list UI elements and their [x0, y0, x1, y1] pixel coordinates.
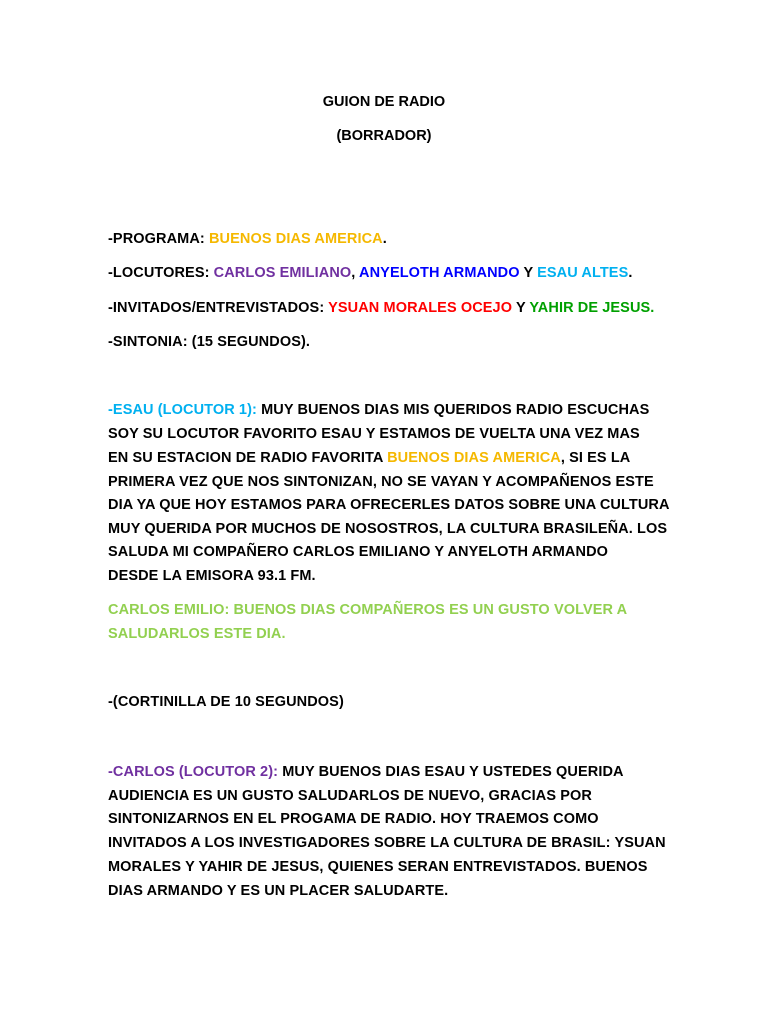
programa-value: BUENOS DIAS AMERICA: [208, 231, 383, 247]
cortinilla-line: -(CORTINILLA DE 10 SEGUNDOS): [108, 694, 344, 710]
carlos-line-6: DIAS ARMANDO Y ES UN PLACER SALUDARTE.: [108, 883, 449, 899]
invitado-ysuan: YSUAN MORALES OCEJO: [328, 300, 513, 316]
carlos-line-5: MORALES Y YAHIR DE JESUS, QUIENES SERAN ENTREVISTADOS. BUENOS: [108, 859, 648, 875]
programa-line: [108, 231, 387, 247]
esau-line-8: DESDE LA EMISORA 93.1 FM.: [108, 568, 316, 584]
esau-line-6: MUY QUERIDA POR MUCHOS DE NOSOSTROS, LA CULTURA BRASILEÑA. LOS: [108, 521, 668, 537]
separator-comma: ,: [351, 265, 360, 281]
separator-y-invitados: Y: [512, 300, 530, 316]
esau-line-1: [108, 402, 649, 418]
esau-line-2: SOY SU LOCUTOR FAVORITO ESAU Y ESTAMOS DE VUELTA UNA VEZ MAS: [108, 426, 640, 442]
esau-speaker: -ESAU (LOCUTOR 1):: [108, 402, 257, 418]
carlos-emilio-line-1: CARLOS EMILIO: BUENOS DIAS COMPAÑEROS ES UN GUSTO VOLVER A: [108, 602, 628, 618]
sintonia-line: -SINTONIA: (15 SEGUNDOS).: [108, 334, 311, 350]
invitado-yahir: YAHIR DE JESUS.: [529, 300, 655, 316]
invitados-label: -INVITADOS/ENTREVISTADOS:: [108, 300, 329, 316]
esau-line-4: PRIMERA VEZ QUE NOS SINTONIZAN, NO SE VAYAN Y ACOMPAÑENOS ESTE: [108, 474, 654, 490]
esau-line-5: DIA YA QUE HOY ESTAMOS PARA OFRECERLES DATOS SOBRE UNA CULTURA: [108, 497, 670, 513]
esau-text-3c: , SI ES LA: [560, 450, 631, 466]
carlos-line-1: [108, 764, 624, 780]
carlos-text-1: MUY BUENOS DIAS ESAU Y USTEDES QUERIDA: [278, 764, 624, 780]
locutores-end: .: [628, 265, 633, 281]
esau-text-3a: EN SU ESTACION DE RADIO FAVORITA: [108, 450, 388, 466]
document-subtitle: (BORRADOR): [336, 128, 432, 144]
carlos-emilio-line-2: SALUDARLOS ESTE DIA.: [108, 626, 286, 642]
programa-end: .: [382, 231, 387, 247]
locutor-anyeloth: ANYELOTH ARMANDO: [359, 265, 520, 281]
separator-y: Y: [519, 265, 538, 281]
locutor-esau: ESAU ALTES: [537, 265, 629, 281]
esau-program-name: BUENOS DIAS AMERICA: [387, 450, 561, 466]
locutores-label: -LOCUTORES:: [108, 265, 214, 281]
locutores-line: [108, 265, 632, 281]
programa-label: -PROGRAMA:: [108, 231, 209, 247]
document-title: GUION DE RADIO: [322, 94, 446, 110]
esau-text-1: MUY BUENOS DIAS MIS QUERIDOS RADIO ESCUCHAS: [256, 402, 650, 418]
invitados-line: [108, 300, 654, 316]
carlos-line-2: AUDIENCIA ES UN GUSTO SALUDARLOS DE NUEVO, GRACIAS POR: [108, 788, 592, 804]
locutor-carlos: CARLOS EMILIANO: [213, 265, 352, 281]
carlos-speaker: -CARLOS (LOCUTOR 2):: [108, 764, 279, 780]
carlos-line-3: SINTONIZARNOS EN EL PROGAMA DE RADIO. HOY TRAEMOS COMO: [108, 811, 599, 827]
esau-line-3: [108, 450, 630, 466]
carlos-line-4: INVITADOS A LOS INVESTIGADORES SOBRE LA CULTURA DE BRASIL: YSUAN: [108, 835, 666, 851]
esau-line-7: SALUDA MI COMPAÑERO CARLOS EMILIANO Y ANYELOTH ARMANDO: [108, 544, 609, 560]
